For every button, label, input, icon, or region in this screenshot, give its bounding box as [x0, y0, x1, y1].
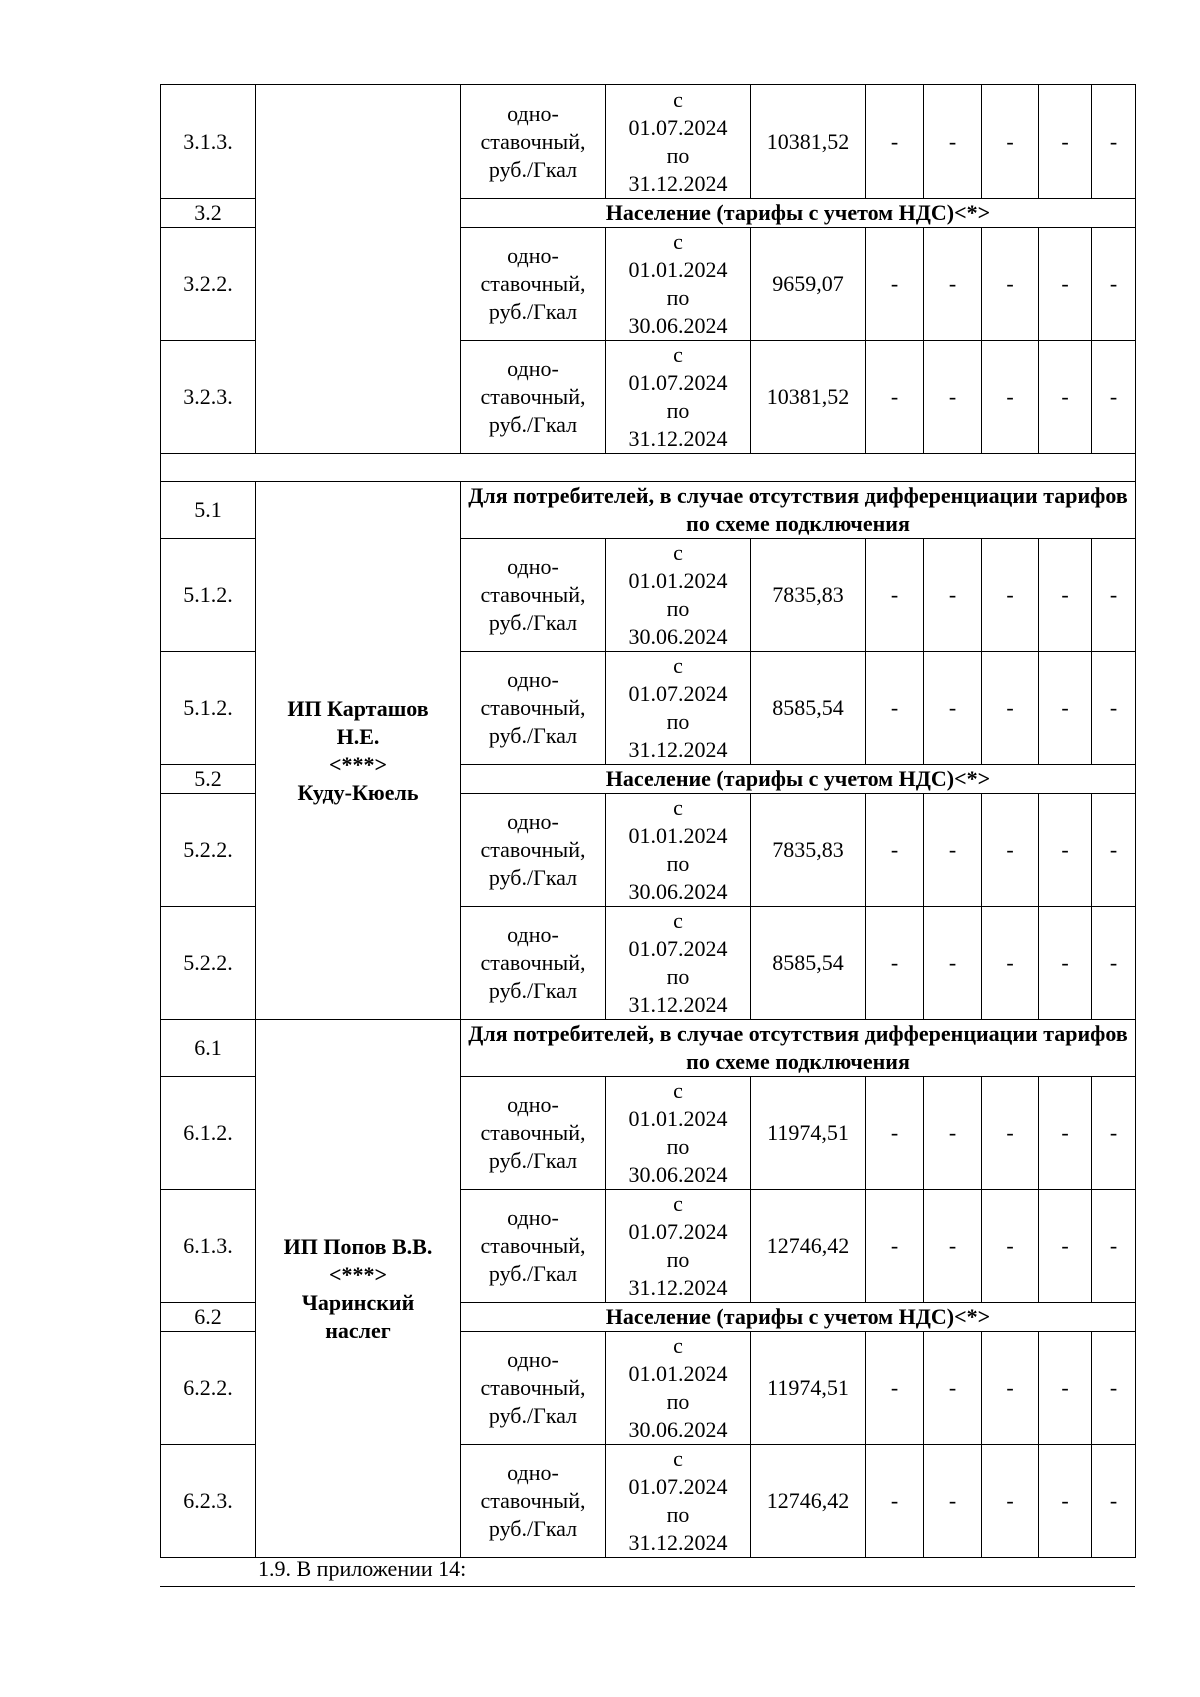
row-number: 5.1.2.	[161, 539, 256, 652]
tariff-value: 7835,83	[751, 794, 866, 907]
tariff-value: 7835,83	[751, 539, 866, 652]
dash-cell: -	[1039, 794, 1092, 907]
tariff-type: одно- ставочный, руб./Гкал	[461, 794, 606, 907]
dash-cell: -	[924, 228, 982, 341]
dash-cell: -	[982, 228, 1039, 341]
row-number: 3.2.2.	[161, 228, 256, 341]
dash-cell: -	[982, 794, 1039, 907]
tariff-period: с 01.07.2024 по 31.12.2024	[606, 85, 751, 199]
tariff-table	[160, 84, 1136, 1558]
tariff-type: одно- ставочный, руб./Гкал	[461, 1332, 606, 1445]
table-row	[161, 1020, 1136, 1077]
dash-cell: -	[1092, 1190, 1136, 1303]
row-number: 6.2.3.	[161, 1445, 256, 1558]
tariff-period: с 01.07.2024 по 31.12.2024	[606, 1445, 751, 1558]
dash-cell: -	[866, 907, 924, 1020]
row-number: 6.1.2.	[161, 1077, 256, 1190]
tariff-period: с 01.01.2024 по 30.06.2024	[606, 539, 751, 652]
dash-cell: -	[866, 341, 924, 454]
row-number: 5.1	[161, 482, 256, 539]
dash-cell: -	[1039, 907, 1092, 1020]
dash-cell: -	[1039, 85, 1092, 199]
row-number: 3.2	[161, 199, 256, 228]
row-number: 3.2.3.	[161, 341, 256, 454]
dash-cell: -	[1039, 1077, 1092, 1190]
dash-cell: -	[1039, 1445, 1092, 1558]
row-number: 5.2.2.	[161, 794, 256, 907]
dash-cell: -	[1092, 341, 1136, 454]
tariff-value: 11974,51	[751, 1077, 866, 1190]
tariff-type: одно- ставочный, руб./Гкал	[461, 1077, 606, 1190]
tariff-value: 12746,42	[751, 1445, 866, 1558]
tariff-type: одно- ставочный, руб./Гкал	[461, 1190, 606, 1303]
tariff-type: одно- ставочный, руб./Гкал	[461, 341, 606, 454]
tariff-period: с 01.07.2024 по 31.12.2024	[606, 652, 751, 765]
dash-cell: -	[1039, 1190, 1092, 1303]
dash-cell: -	[1092, 1077, 1136, 1190]
dash-cell: -	[1092, 1445, 1136, 1558]
dash-cell: -	[982, 1445, 1039, 1558]
dash-cell: -	[924, 907, 982, 1020]
dash-cell: -	[982, 1190, 1039, 1303]
footer-text: 1.9. В приложении 14:	[258, 1556, 467, 1581]
dash-cell: -	[982, 1077, 1039, 1190]
tariff-value: 11974,51	[751, 1332, 866, 1445]
tariff-period: с 01.07.2024 по 31.12.2024	[606, 1190, 751, 1303]
dash-cell: -	[924, 1077, 982, 1190]
tariff-type: одно- ставочный, руб./Гкал	[461, 652, 606, 765]
dash-cell: -	[924, 652, 982, 765]
dash-cell: -	[1092, 907, 1136, 1020]
org-cell	[256, 85, 461, 454]
tariff-type: одно- ставочный, руб./Гкал	[461, 228, 606, 341]
footer-paragraph	[160, 1553, 1135, 1587]
dash-cell: -	[924, 1190, 982, 1303]
dash-cell: -	[866, 1332, 924, 1445]
separator-row	[161, 454, 1136, 482]
row-number: 6.1.3.	[161, 1190, 256, 1303]
tariff-type: одно- ставочный, руб./Гкал	[461, 1445, 606, 1558]
section-header: Население (тарифы с учетом НДС)<*>	[461, 765, 1136, 794]
org-name: ИП Попов В.В. <***> Чаринский наслег	[256, 1020, 461, 1558]
dash-cell: -	[1039, 228, 1092, 341]
tariff-period: с 01.07.2024 по 31.12.2024	[606, 907, 751, 1020]
tariff-period: с 01.01.2024 по 30.06.2024	[606, 1332, 751, 1445]
dash-cell: -	[1039, 341, 1092, 454]
empty-cell	[161, 454, 1136, 482]
tariff-period: с 01.01.2024 по 30.06.2024	[606, 1077, 751, 1190]
dash-cell: -	[866, 652, 924, 765]
org-name: ИП Карташов Н.Е. <***> Куду-Кюель	[256, 482, 461, 1020]
tariff-value: 8585,54	[751, 652, 866, 765]
row-number: 6.2	[161, 1303, 256, 1332]
dash-cell: -	[982, 652, 1039, 765]
table-row	[161, 482, 1136, 539]
dash-cell: -	[1092, 85, 1136, 199]
row-number: 5.2	[161, 765, 256, 794]
dash-cell: -	[924, 85, 982, 199]
tariff-period: с 01.01.2024 по 30.06.2024	[606, 794, 751, 907]
dash-cell: -	[1039, 539, 1092, 652]
row-number: 6.2.2.	[161, 1332, 256, 1445]
dash-cell: -	[866, 794, 924, 907]
dash-cell: -	[866, 85, 924, 199]
tariff-period: с 01.01.2024 по 30.06.2024	[606, 228, 751, 341]
dash-cell: -	[866, 1077, 924, 1190]
section-header: Для потребителей, в случае отсутствия дифференциации тарифов по схеме подключения	[461, 482, 1136, 539]
dash-cell: -	[924, 539, 982, 652]
tariff-value: 9659,07	[751, 228, 866, 341]
tariff-value: 8585,54	[751, 907, 866, 1020]
section-header: Население (тарифы с учетом НДС)<*>	[461, 199, 1136, 228]
dash-cell: -	[982, 1332, 1039, 1445]
row-number: 5.1.2.	[161, 652, 256, 765]
dash-cell: -	[924, 794, 982, 907]
dash-cell: -	[1092, 539, 1136, 652]
tariff-value: 10381,52	[751, 85, 866, 199]
dash-cell: -	[1092, 794, 1136, 907]
dash-cell: -	[866, 539, 924, 652]
dash-cell: -	[982, 539, 1039, 652]
dash-cell: -	[924, 1332, 982, 1445]
dash-cell: -	[1092, 1332, 1136, 1445]
dash-cell: -	[1039, 652, 1092, 765]
section-header: Население (тарифы с учетом НДС)<*>	[461, 1303, 1136, 1332]
tariff-type: одно- ставочный, руб./Гкал	[461, 85, 606, 199]
dash-cell: -	[1092, 228, 1136, 341]
section-header: Для потребителей, в случае отсутствия дифференциации тарифов по схеме подключения	[461, 1020, 1136, 1077]
tariff-type: одно- ставочный, руб./Гкал	[461, 907, 606, 1020]
dash-cell: -	[924, 1445, 982, 1558]
dash-cell: -	[982, 907, 1039, 1020]
dash-cell: -	[982, 85, 1039, 199]
dash-cell: -	[1092, 652, 1136, 765]
dash-cell: -	[866, 1445, 924, 1558]
row-number: 6.1	[161, 1020, 256, 1077]
tariff-value: 10381,52	[751, 341, 866, 454]
table-row	[161, 85, 1136, 199]
dash-cell: -	[924, 341, 982, 454]
tariff-value: 12746,42	[751, 1190, 866, 1303]
tariff-period: с 01.07.2024 по 31.12.2024	[606, 341, 751, 454]
dash-cell: -	[866, 1190, 924, 1303]
row-number: 5.2.2.	[161, 907, 256, 1020]
row-number: 3.1.3.	[161, 85, 256, 199]
dash-cell: -	[866, 228, 924, 341]
dash-cell: -	[1039, 1332, 1092, 1445]
dash-cell: -	[982, 341, 1039, 454]
tariff-type: одно- ставочный, руб./Гкал	[461, 539, 606, 652]
tariff-document	[160, 84, 1135, 1558]
